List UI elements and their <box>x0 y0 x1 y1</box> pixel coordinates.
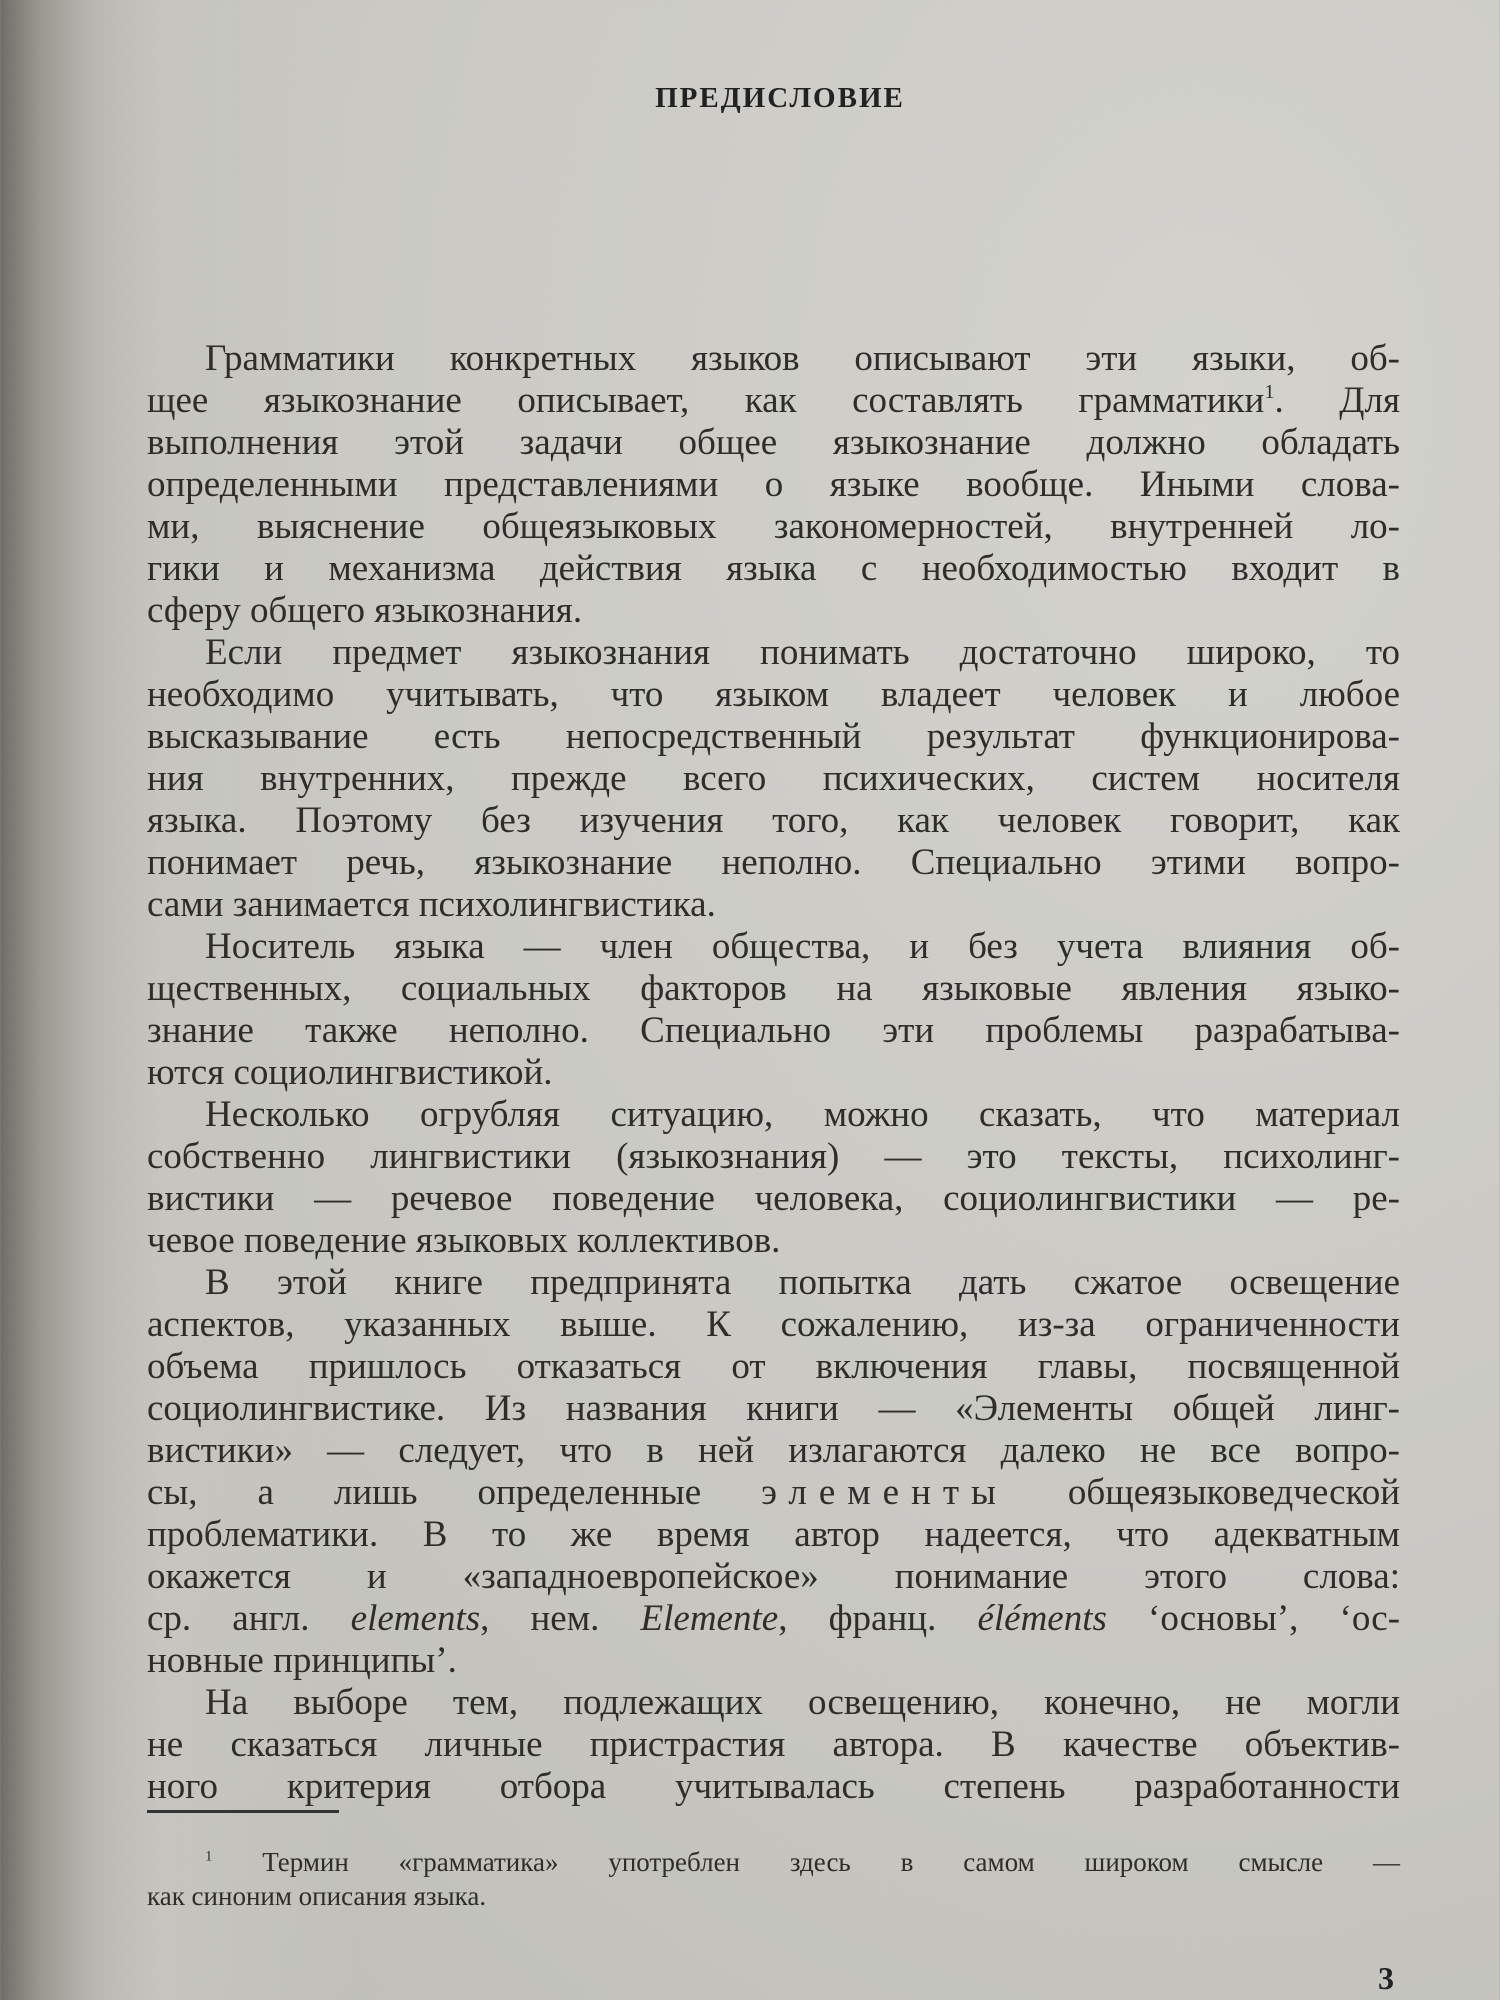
text-segment: сы, а лишь определенные <box>147 1472 762 1513</box>
text-line <box>147 1010 1400 1052</box>
text-segment: сами занимается психолингвистика. <box>147 884 716 925</box>
text-segment: щее языкознание описывает, как составлять грамматики <box>147 380 1265 421</box>
text-line <box>147 800 1400 842</box>
text-line <box>147 464 1400 506</box>
text-segment: ются социолингвистикой. <box>147 1052 553 1093</box>
text-line <box>147 1094 1400 1136</box>
text-segment: чевое поведение языковых коллективов. <box>147 1220 781 1261</box>
text-line <box>147 1346 1400 1388</box>
text-segment: элементы <box>761 1472 1008 1513</box>
text-segment: Грамматики конкретных языков описывают эти языки, об- <box>205 338 1400 379</box>
text-line <box>147 758 1400 800</box>
text-line <box>147 968 1400 1010</box>
paragraph <box>147 1094 1400 1262</box>
paragraph <box>147 1682 1400 1808</box>
text-segment: собственно лингвистики (языкознания) — это тексты, психолинг- <box>147 1136 1400 1177</box>
text-line <box>147 632 1400 674</box>
text-line <box>147 1136 1400 1178</box>
text-line <box>147 1682 1400 1724</box>
text-segment: вистики» — следует, что в ней излагаются далеко не все вопро- <box>147 1430 1400 1471</box>
text-segment: выполнения этой задачи общее языкознание должно обладать <box>147 422 1400 463</box>
text-segment: ного критерия отбора учитывалась степень разработанности <box>147 1766 1400 1807</box>
text-segment: , нем. <box>480 1598 641 1639</box>
footnote-divider <box>147 1810 339 1813</box>
text-segment: щественных, социальных факторов на языковые явления языко- <box>147 968 1400 1009</box>
text-line <box>147 1178 1400 1220</box>
text-line <box>147 1514 1400 1556</box>
text-line <box>147 716 1400 758</box>
text-segment: общеязыковедческой <box>1007 1472 1400 1513</box>
text-segment: . Для <box>1274 380 1400 421</box>
text-line <box>147 1879 1400 1913</box>
text-line <box>147 1430 1400 1472</box>
text-line <box>147 1388 1400 1430</box>
text-segment: Носитель языка — член общества, и без учета влияния об- <box>205 926 1400 967</box>
text-line <box>147 1766 1400 1808</box>
text-segment: понимает речь, языкознание неполно. Специально этими вопро- <box>147 842 1400 883</box>
text-segment: необходимо учитывать, что языком владеет человек и любое <box>147 674 1400 715</box>
text-segment: ‘основы’, ‘ос- <box>1106 1598 1401 1639</box>
text-line <box>147 1598 1400 1640</box>
italic-term: elements <box>350 1598 481 1639</box>
text-segment: социолингвистике. Из названия книги — «Элементы общей линг- <box>147 1388 1400 1429</box>
text-segment: ми, выяснение общеязыковых закономерностей, внутренней ло- <box>147 506 1400 547</box>
text-segment: объема пришлось отказаться от включения главы, посвященной <box>147 1346 1400 1387</box>
italic-term: Elemente <box>640 1598 779 1639</box>
text-line <box>147 1724 1400 1766</box>
text-segment: Если предмет языкознания понимать достаточно широко, то <box>205 632 1400 673</box>
text-segment: окажется и «западноевропейское» понимание этого слова: <box>147 1556 1400 1597</box>
text-segment: сферу общего языкознания. <box>147 590 583 631</box>
text-line <box>147 1556 1400 1598</box>
text-line <box>147 1052 1400 1094</box>
text-line <box>147 338 1400 380</box>
text-segment: , франц. <box>778 1598 978 1639</box>
text-segment: знание также неполно. Специально эти проблемы разрабатыва- <box>147 1010 1400 1051</box>
text-line <box>147 674 1400 716</box>
italic-term: éléments <box>977 1598 1107 1639</box>
paragraph <box>147 926 1400 1094</box>
text-segment: В этой книге предпринята попытка дать сжатое освещение <box>205 1262 1400 1303</box>
text-segment: определенными представлениями о языке вообще. Иными слова- <box>147 464 1400 505</box>
text-line <box>147 1472 1400 1514</box>
footnote-marker: 1 <box>1264 380 1275 403</box>
text-segment: проблематики. В то же время автор надеется, что адекватным <box>147 1514 1400 1555</box>
text-segment: языка. Поэтому без изучения того, как человек говорит, как <box>147 800 1400 841</box>
page-number: 3 <box>1378 1960 1394 1996</box>
paragraph <box>147 632 1400 926</box>
text-line <box>147 1304 1400 1346</box>
chapter-title: ПРЕДИСЛОВИЕ <box>655 82 905 114</box>
text-line <box>147 422 1400 464</box>
text-line <box>147 380 1400 422</box>
text-segment: аспектов, указанных выше. К сожалению, из-за ограниченности <box>147 1304 1400 1345</box>
footnote <box>147 1845 1400 1913</box>
text-line <box>147 506 1400 548</box>
text-segment: новные принципы’. <box>147 1640 457 1681</box>
text-line <box>147 926 1400 968</box>
text-segment: ния внутренних, прежде всего психических, систем носителя <box>147 758 1400 799</box>
text-line <box>147 1640 1400 1682</box>
text-line <box>147 842 1400 884</box>
text-line <box>147 884 1400 926</box>
text-line <box>147 1262 1400 1304</box>
paragraph <box>147 1262 1400 1682</box>
text-line <box>147 590 1400 632</box>
text-line <box>147 548 1400 590</box>
text-segment: Термин «грамматика» употреблен здесь в самом широком смысле — <box>212 1847 1400 1877</box>
text-segment: высказывание есть непосредственный результат функционирова- <box>147 716 1400 757</box>
body-text <box>147 338 1400 1808</box>
text-segment: вистики — речевое поведение человека, социолингвистики — ре- <box>147 1178 1400 1219</box>
paragraph <box>147 338 1400 632</box>
text-line <box>147 1220 1400 1262</box>
text-segment: гики и механизма действия языка с необходимостью входит в <box>147 548 1400 589</box>
text-segment: На выборе тем, подлежащих освещению, конечно, не могли <box>205 1682 1400 1723</box>
text-segment: как синоним описания языка. <box>147 1881 487 1911</box>
text-segment: Несколько огрубляя ситуацию, можно сказать, что материал <box>205 1094 1400 1135</box>
footnote-marker: 1 <box>205 1848 213 1865</box>
text-segment: не сказаться личные пристрастия автора. В качестве объектив- <box>147 1724 1400 1765</box>
text-line <box>147 1845 1400 1879</box>
text-segment: ср. англ. <box>147 1598 351 1639</box>
